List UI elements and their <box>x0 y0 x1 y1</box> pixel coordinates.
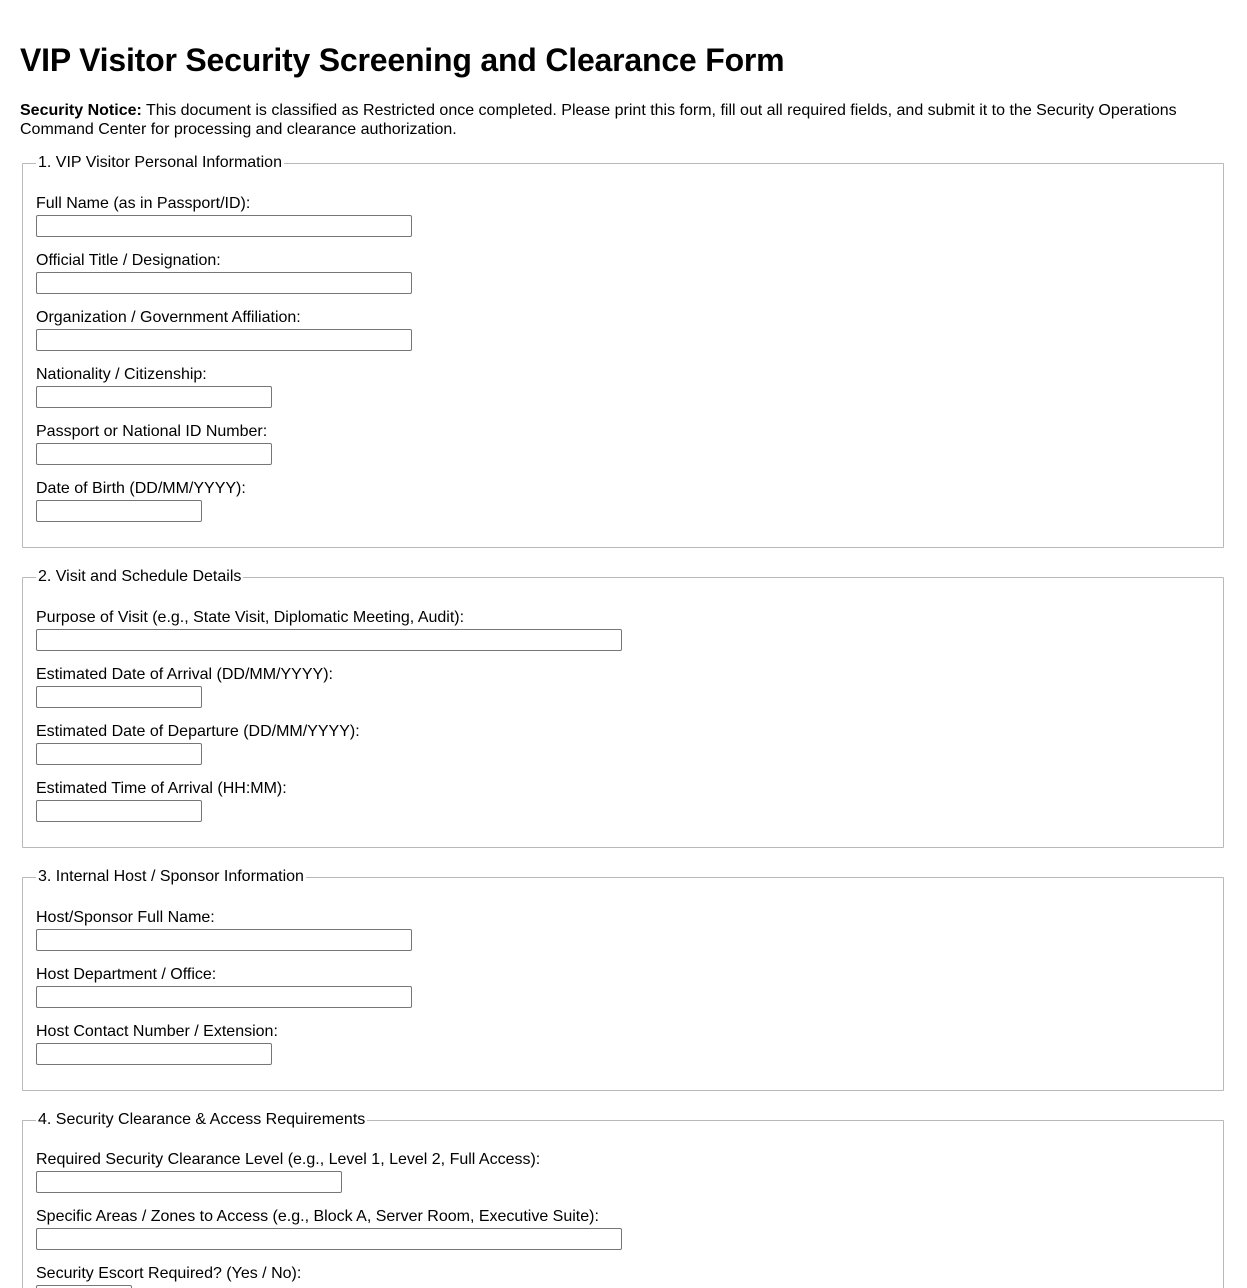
nationality-label: Nationality / Citizenship: <box>36 366 207 383</box>
purpose-input[interactable] <box>36 629 622 651</box>
full-name-input[interactable] <box>36 215 412 237</box>
host-department-label: Host Department / Office: <box>36 966 217 983</box>
zones-input[interactable] <box>36 1228 622 1250</box>
field-arrival-time <box>36 780 287 822</box>
section-host-sponsor <box>22 868 1224 1091</box>
host-department-input[interactable] <box>36 986 412 1008</box>
section-visitor-personal-info <box>22 154 1224 548</box>
departure-date-input[interactable] <box>36 743 202 765</box>
field-official-title <box>36 252 412 294</box>
section-legend: 2. Visit and Schedule Details <box>38 568 242 585</box>
field-zones <box>36 1208 622 1250</box>
section-legend: 3. Internal Host / Sponsor Information <box>38 868 304 885</box>
nationality-input[interactable] <box>36 386 272 408</box>
full-name-label: Full Name (as in Passport/ID): <box>36 195 251 212</box>
host-name-input[interactable] <box>36 929 412 951</box>
security-notice-text: This document is classified as Restricted once completed. Please print this form, fill out all required fields, and submit it to the Security Operations Command Center for processing and clearance authorization. <box>20 102 1177 138</box>
field-purpose <box>36 609 622 651</box>
organization-label: Organization / Government Affiliation: <box>36 309 301 326</box>
official-title-input[interactable] <box>36 272 412 294</box>
escort-label: Security Escort Required? (Yes / No): <box>36 1265 302 1282</box>
host-name-label: Host/Sponsor Full Name: <box>36 909 215 926</box>
section-legend: 1. VIP Visitor Personal Information <box>38 154 282 171</box>
field-clearance-level <box>36 1151 540 1193</box>
dob-label: Date of Birth (DD/MM/YYYY): <box>36 480 246 497</box>
official-title-label: Official Title / Designation: <box>36 252 221 269</box>
passport-label: Passport or National ID Number: <box>36 423 268 440</box>
zones-label: Specific Areas / Zones to Access (e.g., Block A, Server Room, Executive Suite): <box>36 1208 599 1225</box>
field-host-department <box>36 966 412 1008</box>
section-visit-schedule <box>22 568 1224 848</box>
section-clearance-access <box>22 1111 1224 1288</box>
departure-date-label: Estimated Date of Departure (DD/MM/YYYY): <box>36 723 360 740</box>
clearance-level-label: Required Security Clearance Level (e.g., Level 1, Level 2, Full Access): <box>36 1151 541 1168</box>
arrival-time-input[interactable] <box>36 800 202 822</box>
purpose-label: Purpose of Visit (e.g., State Visit, Diplomatic Meeting, Audit): <box>36 609 465 626</box>
field-arrival-date <box>36 666 333 708</box>
clearance-level-input[interactable] <box>36 1171 342 1193</box>
host-contact-label: Host Contact Number / Extension: <box>36 1023 278 1040</box>
field-escort <box>36 1265 301 1288</box>
arrival-time-label: Estimated Time of Arrival (HH:MM): <box>36 780 287 797</box>
security-notice <box>20 101 1210 139</box>
host-contact-input[interactable] <box>36 1043 272 1065</box>
page-title: VIP Visitor Security Screening and Clearance Form <box>20 42 785 78</box>
security-notice-label: Security Notice: <box>20 102 142 119</box>
arrival-date-input[interactable] <box>36 686 202 708</box>
field-dob <box>36 480 246 522</box>
section-legend: 4. Security Clearance & Access Requirements <box>38 1111 366 1128</box>
dob-input[interactable] <box>36 500 202 522</box>
passport-input[interactable] <box>36 443 272 465</box>
field-full-name <box>36 195 412 237</box>
arrival-date-label: Estimated Date of Arrival (DD/MM/YYYY): <box>36 666 333 683</box>
field-nationality <box>36 366 272 408</box>
field-host-name <box>36 909 412 951</box>
field-passport <box>36 423 272 465</box>
field-organization <box>36 309 412 351</box>
field-host-contact <box>36 1023 278 1065</box>
organization-input[interactable] <box>36 329 412 351</box>
field-departure-date <box>36 723 360 765</box>
